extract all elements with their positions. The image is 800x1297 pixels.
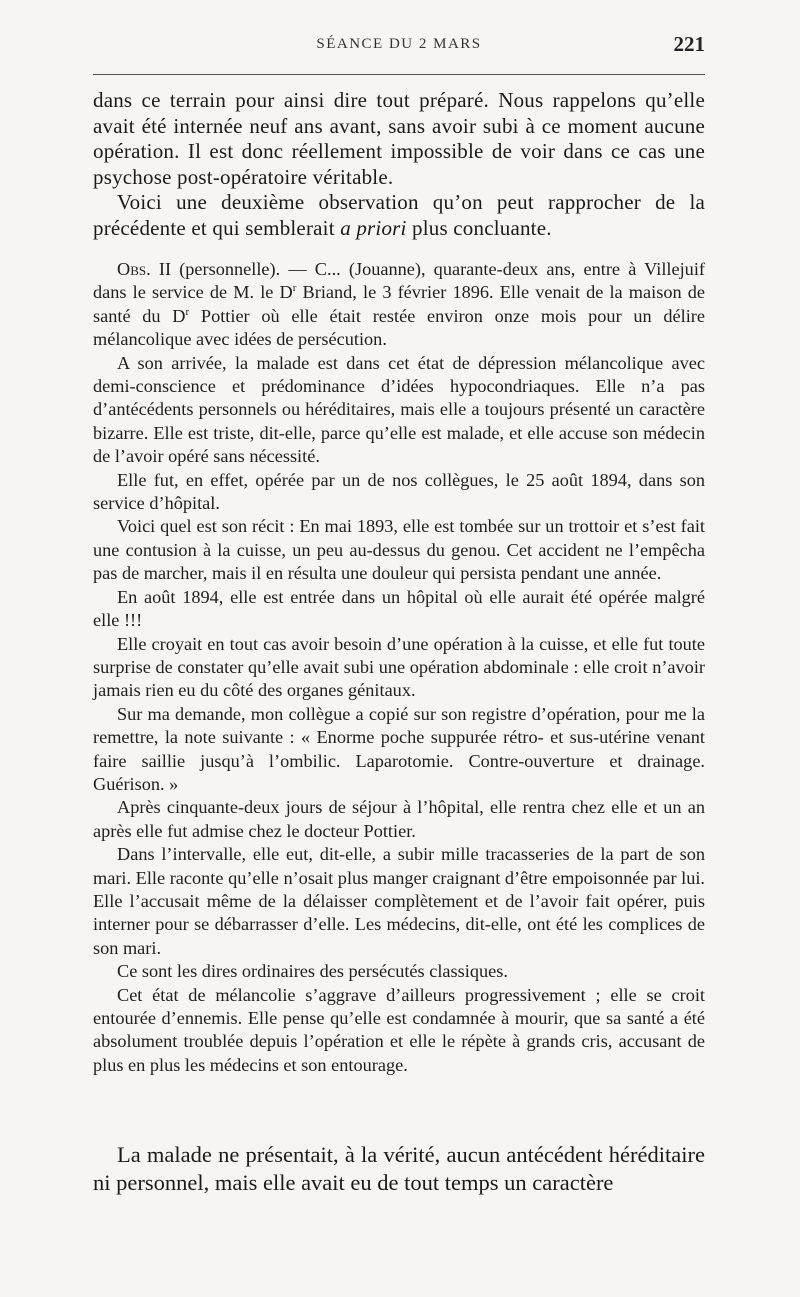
italic-a-priori: a priori [340,215,407,240]
intro-paragraph-1: dans ce terrain pour ainsi dire tout préparé. Nous rappelons qu’elle avait été internée neuf ans avant, sans avoir subi à ce moment aucune opération. Il est donc réellement impossible de voir dans ce cas une psychose post-opératoire véritable. [93,88,705,189]
observation-paragraph: Sur ma demande, mon collègue a copié sur son registre d’opération, pour me la remettre, la note suivante : « Enorme poche suppurée rétro- et sus-utérine venant faire saillie jusqu’à l’ombilic. Laparotomie. Contre-ouverture et drainage. Guérison. » [93,703,705,794]
intro-text [93,88,705,242]
observation-paragraph: Après cinquante-deux jours de séjour à l’hôpital, elle rentra chez elle et un an après elle fut admise chez le docteur Pottier. [93,797,705,841]
observation-paragraph: Ce sont les dires ordinaires des persécutés classiques. [117,961,508,982]
observation-paragraph: En août 1894, elle est entrée dans un hôpital où elle aurait été opérée malgré elle !!! [93,586,705,631]
header-rule [93,74,705,75]
page-number: 221 [673,32,705,56]
observation-paragraph: Voici quel est son récit : En mai 1893, elle est tombée sur un trottoir et s’est fait une contusion à la cuisse, un peu au-dessus du genou. Cet accident ne l’empêcha pas de marcher, mais il en résulta une douleur qui persista pendant une année. [93,516,705,584]
observation-heading-paragraph: Obs. II (personnelle). — C... (Jouanne), quarante-deux ans, entre à Villejuif dans le service de M. le $D^r$ Briand, le 3 février 1896. Elle venait de la maison de santé du $D^r$ Pottier où elle était restée environ onze mois pour un délire mélancolique avec idées de persécution. [93,259,706,350]
observation-paragraph: A son arrivée, la malade est dans cet état de dépression mélancolique avec demi-conscience et prédominance d’idées hypocondriaques. Elle n’a pas d’antécédents personnels ou héréditaires, mais elle a toujours présenté un caractère bizarre. Elle est triste, dit-elle, parce qu’elle est malade, et elle accuse son médecin de l’avoir opéré sans nécessité. [93,352,705,467]
page-header [93,32,705,62]
observation-block [93,258,705,1077]
running-title: SÉANCE DU 2 MARS [316,36,482,52]
observation-paragraph: Dans l’intervalle, elle eut, dit-elle, a subir mille tracasseries de la part de son mari. Elle raconte qu’elle n’osait plus manger craignant d’être empoisonnée par lui. Elle l’accusait même de la délaisser complètement et de l’avoir fait opérer, puis interner pour se débarrasser d’elle. Les médecins, dit-elle, ont été les complices de son mari. [93,844,705,958]
intro-paragraph-2: Voici une deuxième observation qu’on peut rapprocher de la précédente et qui semblerait a priori plus concluante. [93,190,705,240]
observation-paragraph: Cet état de mélancolie s’aggrave d’ailleurs progressivement ; elle se croit entourée d’ennemis. Elle pense qu’elle est condamnée à mourir, que sa santé a été absolument troublée depuis l’opération et elle le répète à grands cris, accusant de plus en plus les médecins et son entourage. [93,984,705,1075]
closing-text [93,1141,705,1197]
obs-label: Obs. [117,259,151,279]
observation-paragraph: Elle croyait en tout cas avoir besoin d’une opération à la cuisse, et elle fut toute surprise de constater qu’elle avait subi une opération abdominale : elle croit n’avoir jamais rien eu du côté des organes génitaux. [93,633,705,701]
observation-paragraph: Elle fut, en effet, opérée par un de nos collègues, le 25 août 1894, dans son service d’hôpital. [93,469,705,514]
closing-paragraph: La malade ne présentait, à la vérité, aucun antécédent héréditaire ni personnel, mais elle avait eu de tout temps un caractère [93,1142,705,1195]
